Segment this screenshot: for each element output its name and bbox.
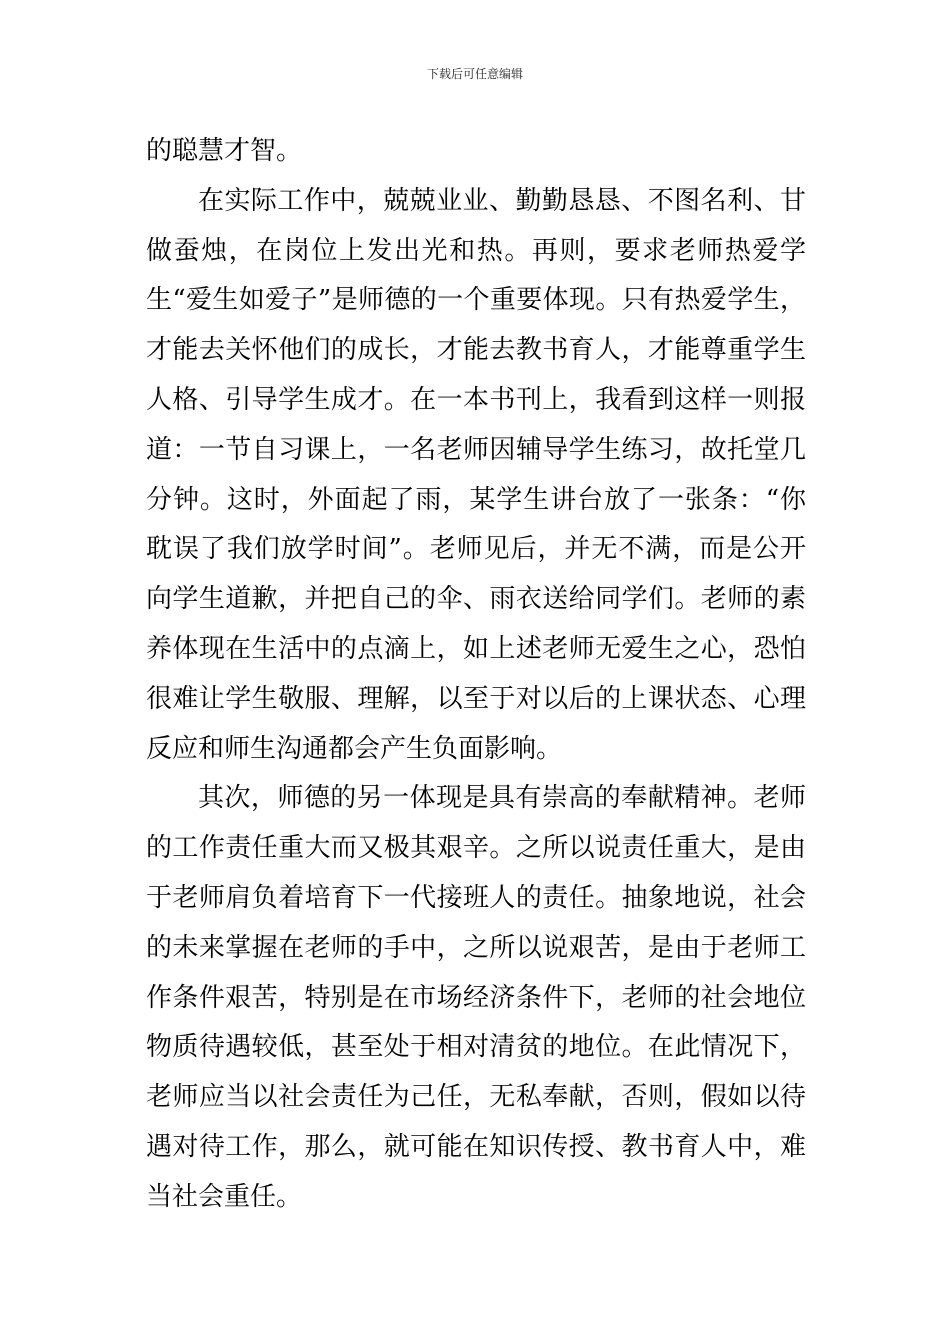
- page-header: 下载后可任意编辑: [426, 67, 523, 81]
- document-body: [146, 127, 806, 1223]
- paragraph: 在实际工作中，兢兢业业、勤勤恳恳、不图名利、甘做蚕烛，在岗位上发出光和热。再则，要求老师热爱学生“爱生如爱子”是师德的一个重要体现。只有热爱学生，才能去关怀他们的成长，才能去教书育人，才能尊重学生人格、引导学生成才。在一本书刊上，我看到这样一则报道：一节自习课上，一名老师因辅导学生练习，故托堂几分钟。这时，外面起了雨，某学生讲台放了一张条：“你耽误了我们放学时间”。老师见后，并无不满，而是公开向学生道歉，并把自己的伞、雨衣送给同学们。老师的素养体现在生活中的点滴上，如上述老师无爱生之心，恐怕很难让学生敬服、理解，以至于对以后的上课状态、心理反应和师生沟通都会产生负面影响。: [146, 185, 806, 764]
- paragraph-continuation: 的聪慧才智。: [146, 136, 303, 166]
- paragraph: 其次，师德的另一体现是具有崇高的奉献精神。老师的工作责任重大而又极其艰辛。之所以说责任重大，是由于老师肩负着培育下一代接班人的责任。抽象地说，社会的未来掌握在老师的手中，之所以说艰苦，是由于老师工作条件艰苦，特别是在市场经济条件下，老师的社会地位物质待遇较低，甚至处于相对清贫的地位。在此情况下，老师应当以社会责任为己任，无私奉献，否则，假如以待遇对待工作，那么，就可能在知识传授、教书育人中，难当社会重任。: [146, 783, 806, 1212]
